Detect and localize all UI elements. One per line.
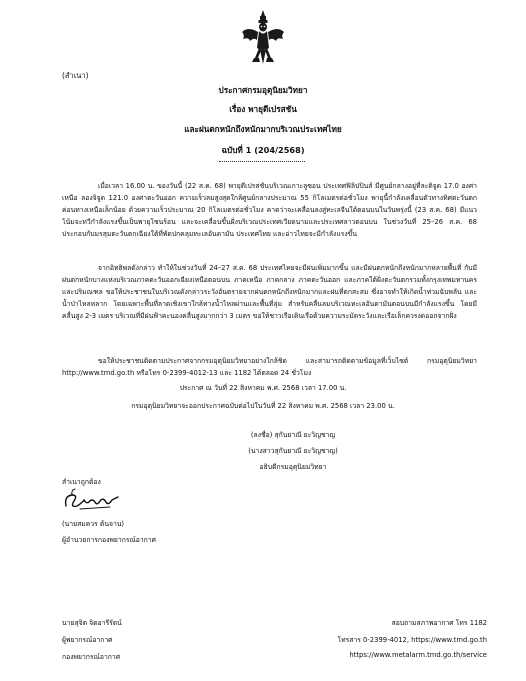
issue-number: ฉบับที่ 1 (204/2568) bbox=[221, 145, 305, 155]
subtitle-heading: และฝนตกหนักถึงหนักมากบริเวณประเทศไทย bbox=[184, 124, 342, 134]
garuda-emblem-icon bbox=[240, 8, 286, 68]
subject-heading: เรื่อง พายุดีเปรสชัน bbox=[229, 104, 297, 114]
certifier-position: ผู้อำนวยการกองพยากรณ์อากาศ bbox=[62, 536, 156, 544]
contact-hotline: สอบถามสภาพอากาศ โทร 1182 bbox=[391, 619, 487, 627]
signatory-signed: (ลงชื่อ) สุกันยาณี ยะวิญชาญ bbox=[250, 431, 336, 439]
certified-copy-label: สำเนาถูกต้อง bbox=[62, 478, 101, 486]
forecaster-name: นายสุจิต จิตอารีรัตน์ bbox=[62, 619, 122, 627]
handwritten-signature-icon bbox=[62, 486, 120, 514]
body-paragraph-3 bbox=[62, 355, 477, 379]
signatory-title: อธิบดีกรมอุตุนิยมวิทยา bbox=[259, 463, 327, 471]
body-paragraph-2-text: จากอิทธิพลดังกล่าว ทำให้ในช่วงวันที่ 24–27 ส.ค. 68 ประเทศไทยจะมีฝนเพิ่มมากขึ้น และมีฝนตกหนักถึงหนักมากหลายพื้นที่ กับมีฝนตกหนักบางแห่งบริเวณภาคตะวันออกเฉียงเหนือตอนบน ภาคเหนือ ภาคกลาง ภาคตะวันออก และภาคใต้ฝั่งตะวันตกรวมทั้งกรุงเทพมหานครและปริมณฑล ขอให้ประชาชนในบริเวณดังกล่าวระวังอันตรายจากฝนตกหนักถึงหนักมากและฝนที่ตกสะสม ซึ่งอาจทำให้เกิดน้ำท่วมฉับพลัน และน้ำป่าไหลหลาก โดยเฉพาะพื้นที่ลาดเชิงเขาใกล้ทางน้ำไหลผ่านและพื้นที่ลุ่ม สำหรับคลื่นลมบริเวณทะเลอันดามันตอนบนมีกำลังแรงขึ้น โดยมีคลื่นสูง 2-3 เมตร บริเวณที่มีฝนฟ้าคะนองคลื่นสูงมากกว่า 3 เมตร ขอให้ชาวเรือเดินเรือด้วยความระมัดระวังและเรือเล็กควรงดออกจากฝั่ง bbox=[62, 264, 477, 320]
body-paragraph-3-text: ขอให้ประชาชนติดตามประกาศจากกรมอุตุนิยมวิทยาอย่างใกล้ชิด และสามารถติดตามข้อมูลที่เว็บไซต์ กรมอุตุนิยมวิทยา http://www.tmd.go.th หรือโทร 0-2399-4012-13 และ 1182 ได้ตลอด 24 ชั่วโมง bbox=[62, 357, 477, 377]
agency-heading: ประกาศกรมอุตุนิยมวิทยา bbox=[218, 85, 308, 95]
forecaster-division: กองพยากรณ์อากาศ bbox=[62, 653, 121, 661]
body-paragraph-1 bbox=[62, 180, 477, 240]
issued-date-line: ประกาศ ณ วันที่ 22 สิงหาคม พ.ศ. 2568 เวลา 17.00 น. bbox=[179, 384, 347, 392]
forecaster-role: ผู้พยากรณ์อากาศ bbox=[62, 636, 113, 644]
contact-service-url: https://www.metalarm.tmd.go.th/service bbox=[349, 651, 487, 659]
contact-fax-website: โทรสาร 0-2399-4012, https://www.tmd.go.th bbox=[337, 636, 487, 644]
signatory-name: (นางสาวสุกันยาณี ยะวิญชาญ) bbox=[248, 447, 338, 455]
body-paragraph-1-text: เมื่อเวลา 16.00 น. ของวันนี้ (22 ส.ค. 68) พายุดีเปรสชันบริเวณเกาะลูซอน ประเทศฟิลิปปินส์ มีศูนย์กลางอยู่ที่ละติจูด 17.0 องศาเหนือ ลองจิจูด 121.0 องศาตะวันออก ความเร็วลมสูงสุดใกล้ศูนย์กลางประมาณ 55 กิโลเมตรต่อชั่วโมง พายุนี้กำลังเคลื่อนตัวทางทิศตะวันตกค่อนทางเหนือเล็กน้อย ด้วยความเร็วประมาณ 20 กิโลเมตรต่อชั่วโมง คาดว่าจะเคลื่อนลงสู่ทะเลจีนใต้ตอนบนในวันพรุ่งนี้ (23 ส.ค. 68) มีแนวโน้มจะทวีกำลังแรงขึ้นเป็นพายุโซนร้อน และจะเคลื่อนขึ้นฝั่งบริเวณประเทศเวียดนามและประเทศลาวตอนบน ในช่วงวันที่ 25–26 ส.ค. 68 ประกอบกับมรสุมตะวันตกเฉียงใต้ที่พัดปกคลุมทะเลอันดามัน ประเทศไทย และอ่าวไทยจะมีกำลังแรงขึ้น bbox=[62, 182, 477, 238]
body-paragraph-2 bbox=[62, 262, 477, 322]
certifier-name: (นายสมควร ต้นจาน) bbox=[62, 520, 125, 528]
copy-label: (สำเนา) bbox=[62, 71, 89, 80]
heading-divider bbox=[219, 161, 305, 162]
next-issue-line: กรมอุตุนิยมวิทยาจะออกประกาศฉบับต่อไปในวันที่ 22 สิงหาคม พ.ศ. 2568 เวลา 23.00 น. bbox=[131, 402, 395, 410]
